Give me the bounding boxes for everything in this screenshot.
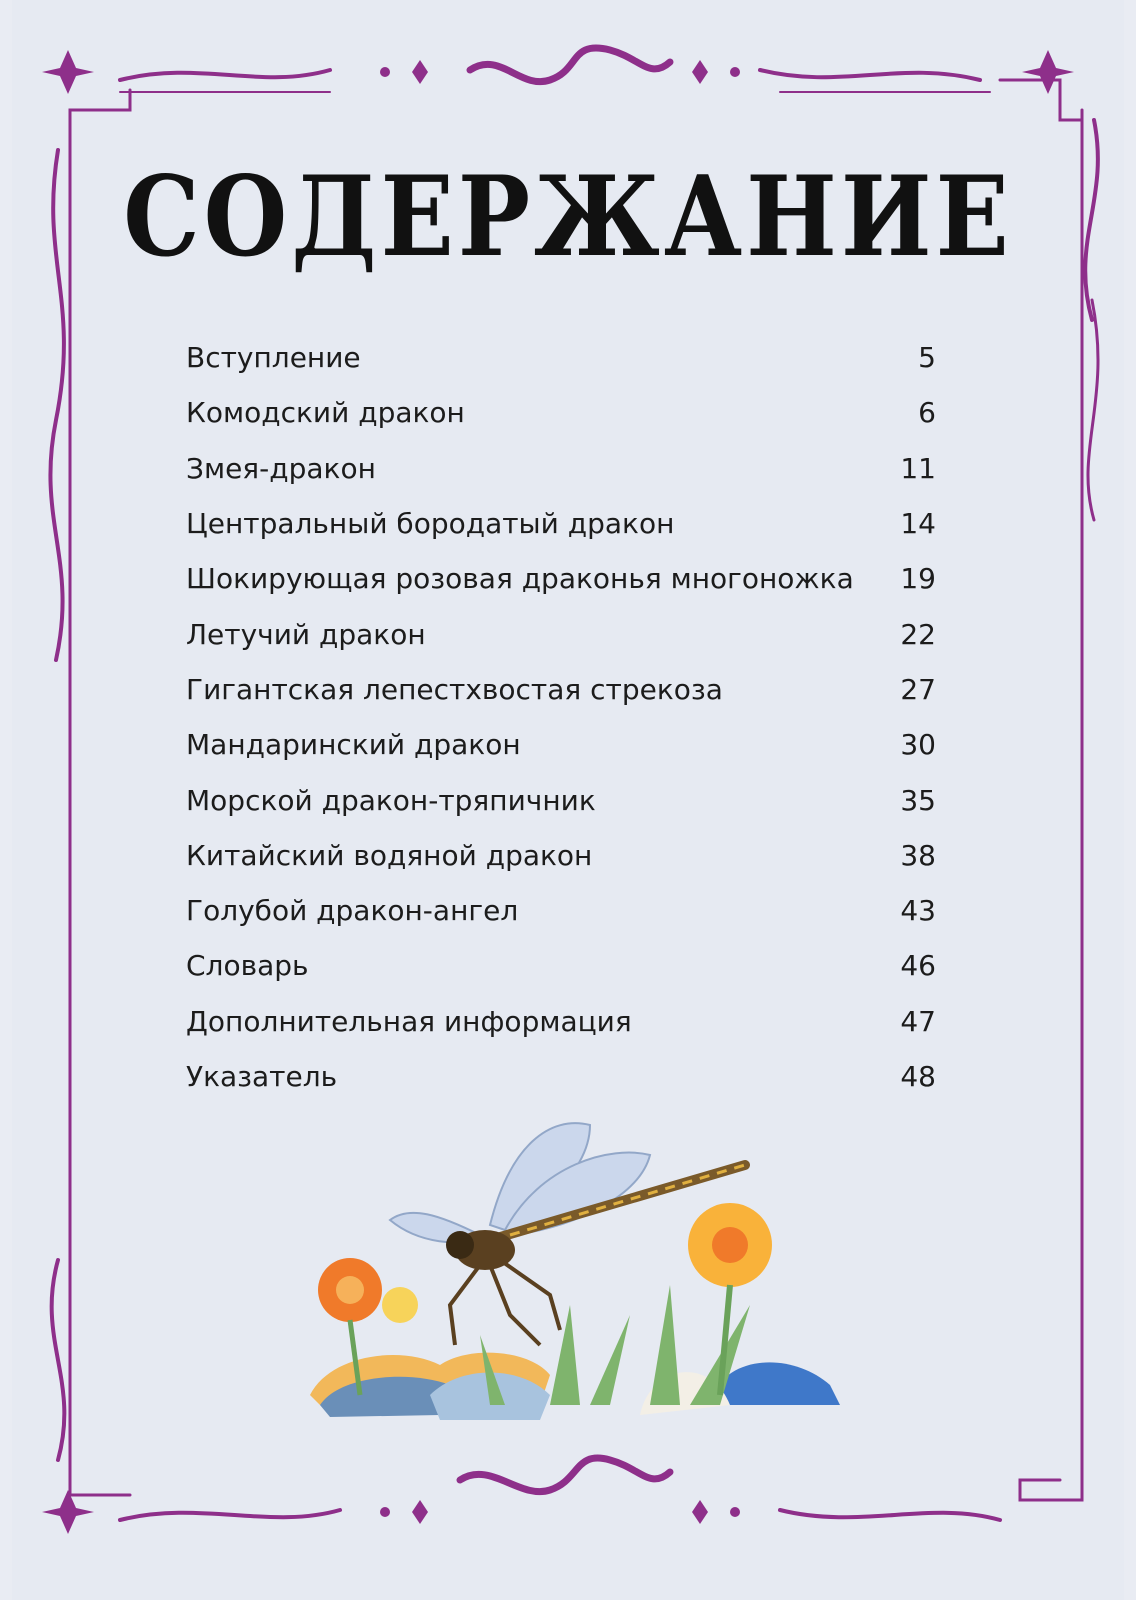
toc-item-label: Голубой дракон-ангел bbox=[186, 894, 519, 928]
toc-item[interactable] bbox=[186, 330, 936, 385]
toc-item[interactable] bbox=[186, 1049, 936, 1104]
toc-item-page: 5 bbox=[918, 341, 936, 375]
toc-item[interactable] bbox=[186, 385, 936, 440]
page-title: СОДЕРЖАНИЕ bbox=[123, 151, 1013, 282]
toc-item[interactable] bbox=[186, 938, 936, 993]
toc-item-page: 30 bbox=[900, 728, 936, 762]
toc-item[interactable] bbox=[186, 441, 936, 496]
toc-item[interactable] bbox=[186, 828, 936, 883]
toc-item-page: 27 bbox=[900, 672, 936, 706]
toc-item-page: 47 bbox=[900, 1004, 936, 1038]
toc-item-label: Словарь bbox=[186, 949, 309, 983]
toc-item-page: 14 bbox=[900, 507, 936, 541]
toc-item-page: 43 bbox=[900, 894, 936, 928]
toc-item-label: Китайский водяной дракон bbox=[186, 838, 593, 872]
toc-item-label: Гигантская лепестхвостая стрекоза bbox=[186, 672, 723, 706]
toc-item[interactable] bbox=[186, 772, 936, 827]
toc-item-page: 11 bbox=[900, 451, 936, 485]
toc-item-label: Вступление bbox=[186, 341, 361, 375]
toc-item-label: Комодский дракон bbox=[186, 396, 465, 430]
toc-item-label: Змея-дракон bbox=[186, 451, 376, 485]
toc-item-page: 38 bbox=[900, 838, 936, 872]
toc-item-label: Дополнительная информация bbox=[186, 1004, 632, 1038]
toc-item-label: Шокирующая розовая драконья многоножка bbox=[186, 562, 854, 596]
table-of-contents bbox=[186, 330, 936, 1104]
toc-item[interactable] bbox=[186, 717, 936, 772]
toc-item-page: 35 bbox=[900, 783, 936, 817]
toc-item[interactable] bbox=[186, 551, 936, 606]
toc-item-page: 22 bbox=[900, 617, 936, 651]
toc-item-label: Указатель bbox=[186, 1060, 338, 1093]
toc-item-label: Центральный бородатый дракон bbox=[186, 507, 675, 541]
toc-item[interactable] bbox=[186, 606, 936, 661]
dragonfly-on-flowers-icon bbox=[290, 1105, 870, 1435]
toc-item-page: 6 bbox=[918, 396, 936, 430]
toc-item[interactable] bbox=[186, 883, 936, 938]
toc-item[interactable] bbox=[186, 994, 936, 1049]
toc-item-page: 48 bbox=[900, 1060, 936, 1093]
toc-item-label: Морской дракон-тряпичник bbox=[186, 783, 596, 817]
toc-item-page: 46 bbox=[900, 949, 936, 983]
toc-item-page: 19 bbox=[900, 562, 936, 596]
toc-item-label: Мандаринский дракон bbox=[186, 728, 521, 762]
toc-item-label: Летучий дракон bbox=[186, 617, 426, 651]
toc-item[interactable] bbox=[186, 496, 936, 551]
toc-item[interactable] bbox=[186, 662, 936, 717]
